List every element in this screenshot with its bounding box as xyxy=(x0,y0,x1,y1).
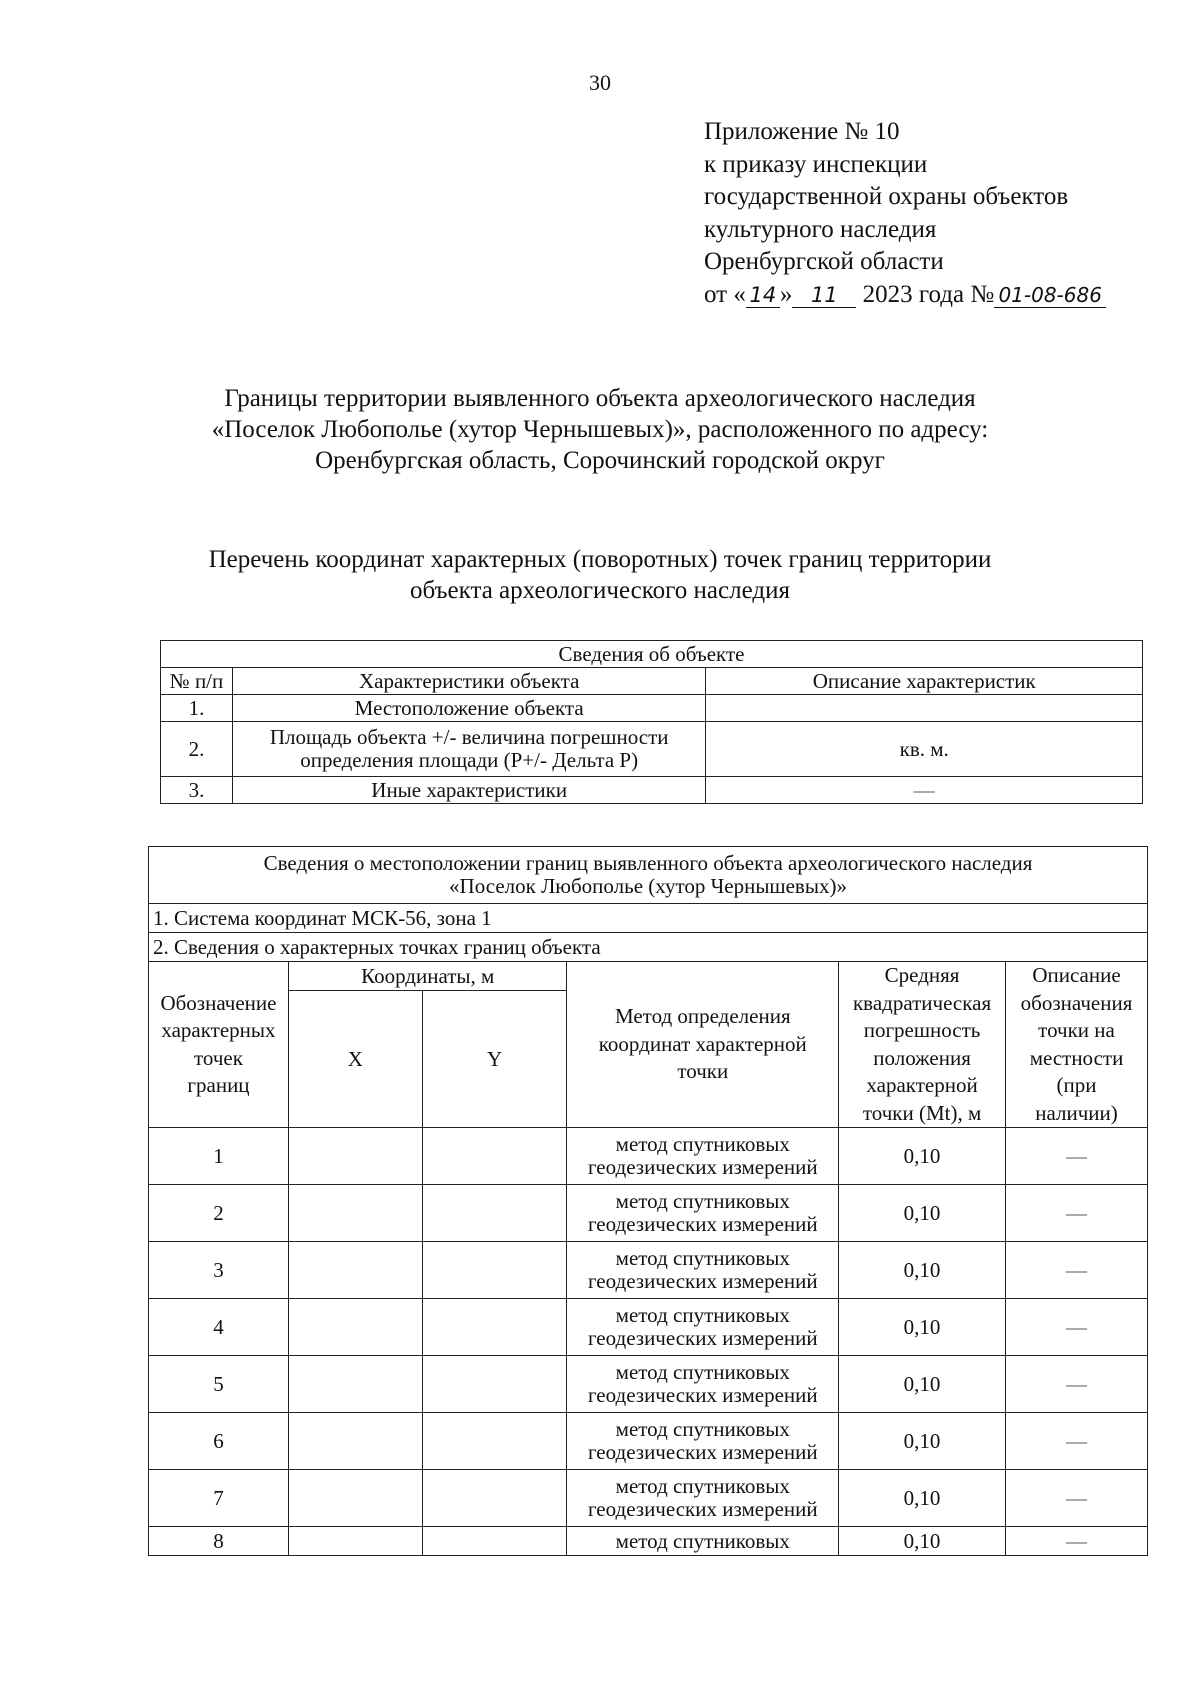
appendix-block xyxy=(704,116,1106,311)
table-row xyxy=(149,1242,1148,1299)
table-row xyxy=(149,1185,1148,1242)
title-line: «Поселок Любополье (хутор Чернышевых)», расположенного по адресу: xyxy=(211,416,989,443)
header-line: характерной xyxy=(866,1073,978,1097)
description-cell: — xyxy=(1006,1527,1148,1556)
header-line: координат характерной xyxy=(598,1031,807,1056)
method-line: геодезических измерений xyxy=(587,1497,818,1521)
header-line: положения xyxy=(873,1045,971,1070)
title-line: Границы территории выявленного объекта археологического наследия xyxy=(224,385,976,412)
header-line: границ xyxy=(187,1073,250,1097)
point-number: 7 xyxy=(149,1470,289,1527)
method-line: геодезических измерений xyxy=(587,1212,818,1236)
method-cell xyxy=(567,1470,839,1527)
description-cell: — xyxy=(1006,1356,1148,1413)
characteristic-value: — xyxy=(706,777,1143,804)
appendix-line: государственной охраны объектов xyxy=(704,183,1069,210)
header-line: Средняя xyxy=(884,963,960,987)
method-line: метод спутниковых xyxy=(615,1246,790,1270)
method-line: геодезических измерений xyxy=(587,1269,818,1293)
error-cell: 0,10 xyxy=(839,1242,1006,1299)
page-number: 30 xyxy=(589,70,611,95)
y-cell xyxy=(422,1185,567,1242)
method-cell: метод спутниковых xyxy=(567,1527,839,1556)
point-number: 8 xyxy=(149,1527,289,1556)
y-cell xyxy=(422,1356,567,1413)
header-line: наличии) xyxy=(1035,1100,1118,1125)
description-cell: — xyxy=(1006,1185,1148,1242)
header-line: Метод определения xyxy=(614,1004,791,1029)
x-cell xyxy=(288,1299,422,1356)
name-line: определения площади (Р+/- Дельта Р) xyxy=(300,748,639,772)
subtitle-line: Перечень координат характерных (поворотных) точек границ территории xyxy=(208,546,992,573)
header-line: точки на xyxy=(1038,1018,1115,1042)
method-cell xyxy=(567,1185,839,1242)
header-line: обозначения xyxy=(1020,990,1133,1015)
y-header: Y xyxy=(422,991,567,1128)
x-cell xyxy=(288,1356,422,1413)
description-cell: — xyxy=(1006,1242,1148,1299)
header-line: характерных xyxy=(161,1018,276,1042)
description-cell: — xyxy=(1006,1470,1148,1527)
y-cell xyxy=(422,1527,567,1556)
point-number: 6 xyxy=(149,1413,289,1470)
method-line: метод спутниковых xyxy=(615,1474,790,1498)
point-number: 3 xyxy=(149,1242,289,1299)
method-cell xyxy=(567,1299,839,1356)
appendix-line: Приложение № 10 xyxy=(704,118,900,145)
x-cell xyxy=(288,1185,422,1242)
table-row xyxy=(149,1527,1148,1556)
method-cell xyxy=(567,1356,839,1413)
handwritten-month: 11 xyxy=(792,283,856,308)
date-prefix: от « xyxy=(704,280,746,308)
method-cell xyxy=(567,1242,839,1299)
title-line: Оренбургская область, Сорочинский городской округ xyxy=(315,447,885,474)
error-cell: 0,10 xyxy=(839,1299,1006,1356)
table-row xyxy=(149,1413,1148,1470)
characteristic-name: Иные характеристики xyxy=(232,777,706,804)
header-line: Обозначение xyxy=(160,990,277,1015)
name-line: Площадь объекта +/- величина погрешности xyxy=(269,725,669,749)
method-line: метод спутниковых xyxy=(615,1417,790,1441)
method-line: метод спутниковых xyxy=(615,1303,790,1327)
table-row xyxy=(149,1356,1148,1413)
description-cell: — xyxy=(1006,1128,1148,1185)
point-number: 5 xyxy=(149,1356,289,1413)
points-body xyxy=(149,1128,1148,1527)
x-cell xyxy=(288,1527,422,1556)
point-number: 1 xyxy=(149,1128,289,1185)
description-cell: — xyxy=(1006,1413,1148,1470)
header-line: точки xyxy=(677,1059,729,1084)
order-date-line xyxy=(704,279,1106,312)
header-line: квадратическая xyxy=(852,990,992,1015)
description-header xyxy=(1006,962,1148,1128)
designation-header xyxy=(149,962,289,1128)
y-cell xyxy=(422,1413,567,1470)
y-cell xyxy=(422,1128,567,1185)
error-cell: 0,10 xyxy=(839,1128,1006,1185)
appendix-line: к приказу инспекции xyxy=(704,150,928,178)
error-header xyxy=(839,962,1006,1128)
error-cell: 0,10 xyxy=(839,1413,1006,1470)
table-row xyxy=(149,1299,1148,1356)
points-section-heading: 2. Сведения о характерных точках границ объекта xyxy=(149,933,1148,962)
error-cell: 0,10 xyxy=(839,1527,1006,1556)
method-line: метод спутниковых xyxy=(615,1189,790,1213)
method-line: метод спутниковых xyxy=(615,1360,790,1384)
appendix-line: культурного наследия xyxy=(704,215,937,243)
x-cell xyxy=(288,1242,422,1299)
boundary-points-table xyxy=(148,846,1148,1556)
caption-line: Сведения о местоположении границ выявленного объекта археологического наследия xyxy=(263,851,1033,875)
x-cell xyxy=(288,1128,422,1185)
error-cell: 0,10 xyxy=(839,1185,1006,1242)
y-cell xyxy=(422,1299,567,1356)
appendix-line: Оренбургской области xyxy=(704,248,944,275)
method-cell xyxy=(567,1128,839,1185)
document-title xyxy=(100,383,1100,476)
table-row xyxy=(149,1470,1148,1527)
characteristic-value xyxy=(706,695,1143,722)
handwritten-day: 14 xyxy=(746,283,780,308)
subtitle-line: объекта археологического наследия xyxy=(410,577,790,604)
object-info-table xyxy=(160,640,1143,804)
year-text: 2023 года № xyxy=(862,280,995,308)
object-table-caption: Сведения об объекте xyxy=(161,641,1143,668)
y-cell xyxy=(422,1242,567,1299)
handwritten-order-number: 01-08-686 xyxy=(994,283,1106,308)
list-title xyxy=(100,544,1100,606)
date-mid: » xyxy=(779,280,793,308)
method-line: геодезических измерений xyxy=(587,1383,818,1407)
method-line: геодезических измерений xyxy=(587,1155,818,1179)
error-cell: 0,10 xyxy=(839,1470,1006,1527)
row-number: 3. xyxy=(161,777,233,804)
row-number: 2. xyxy=(161,722,233,777)
method-line: метод спутниковых xyxy=(615,1132,790,1156)
method-header xyxy=(567,962,839,1128)
point-number: 4 xyxy=(149,1299,289,1356)
header-line: точек xyxy=(193,1045,243,1070)
boundary-table-caption xyxy=(149,847,1148,904)
error-cell: 0,10 xyxy=(839,1356,1006,1413)
header-line: погрешность xyxy=(863,1018,981,1042)
header-line: (при xyxy=(1056,1073,1097,1097)
characteristic-value: кв. м. xyxy=(706,722,1143,777)
row-number: 1. xyxy=(161,695,233,722)
characteristic-name: Местоположение объекта xyxy=(232,695,706,722)
table-row xyxy=(149,1128,1148,1185)
method-line: геодезических измерений xyxy=(587,1326,818,1350)
method-line: геодезических измерений xyxy=(587,1440,818,1464)
characteristic-name xyxy=(232,722,706,777)
x-cell xyxy=(288,1413,422,1470)
header-line: местности xyxy=(1029,1045,1124,1070)
x-cell xyxy=(288,1470,422,1527)
point-number: 2 xyxy=(149,1185,289,1242)
caption-line: «Поселок Любополье (хутор Чернышевых)» xyxy=(449,874,847,898)
header-cell: № п/п xyxy=(161,668,233,695)
coordinates-header: Координаты, м xyxy=(288,962,567,991)
header-cell: Описание характеристик xyxy=(706,668,1143,695)
method-cell xyxy=(567,1413,839,1470)
description-cell: — xyxy=(1006,1299,1148,1356)
x-header: X xyxy=(288,991,422,1128)
header-cell: Характеристики объекта xyxy=(232,668,706,695)
coordinate-system: 1. Система координат МСК-56, зона 1 xyxy=(149,904,1148,933)
y-cell xyxy=(422,1470,567,1527)
header-line: Описание xyxy=(1032,963,1121,987)
header-line: точки (Mt), м xyxy=(862,1100,982,1125)
